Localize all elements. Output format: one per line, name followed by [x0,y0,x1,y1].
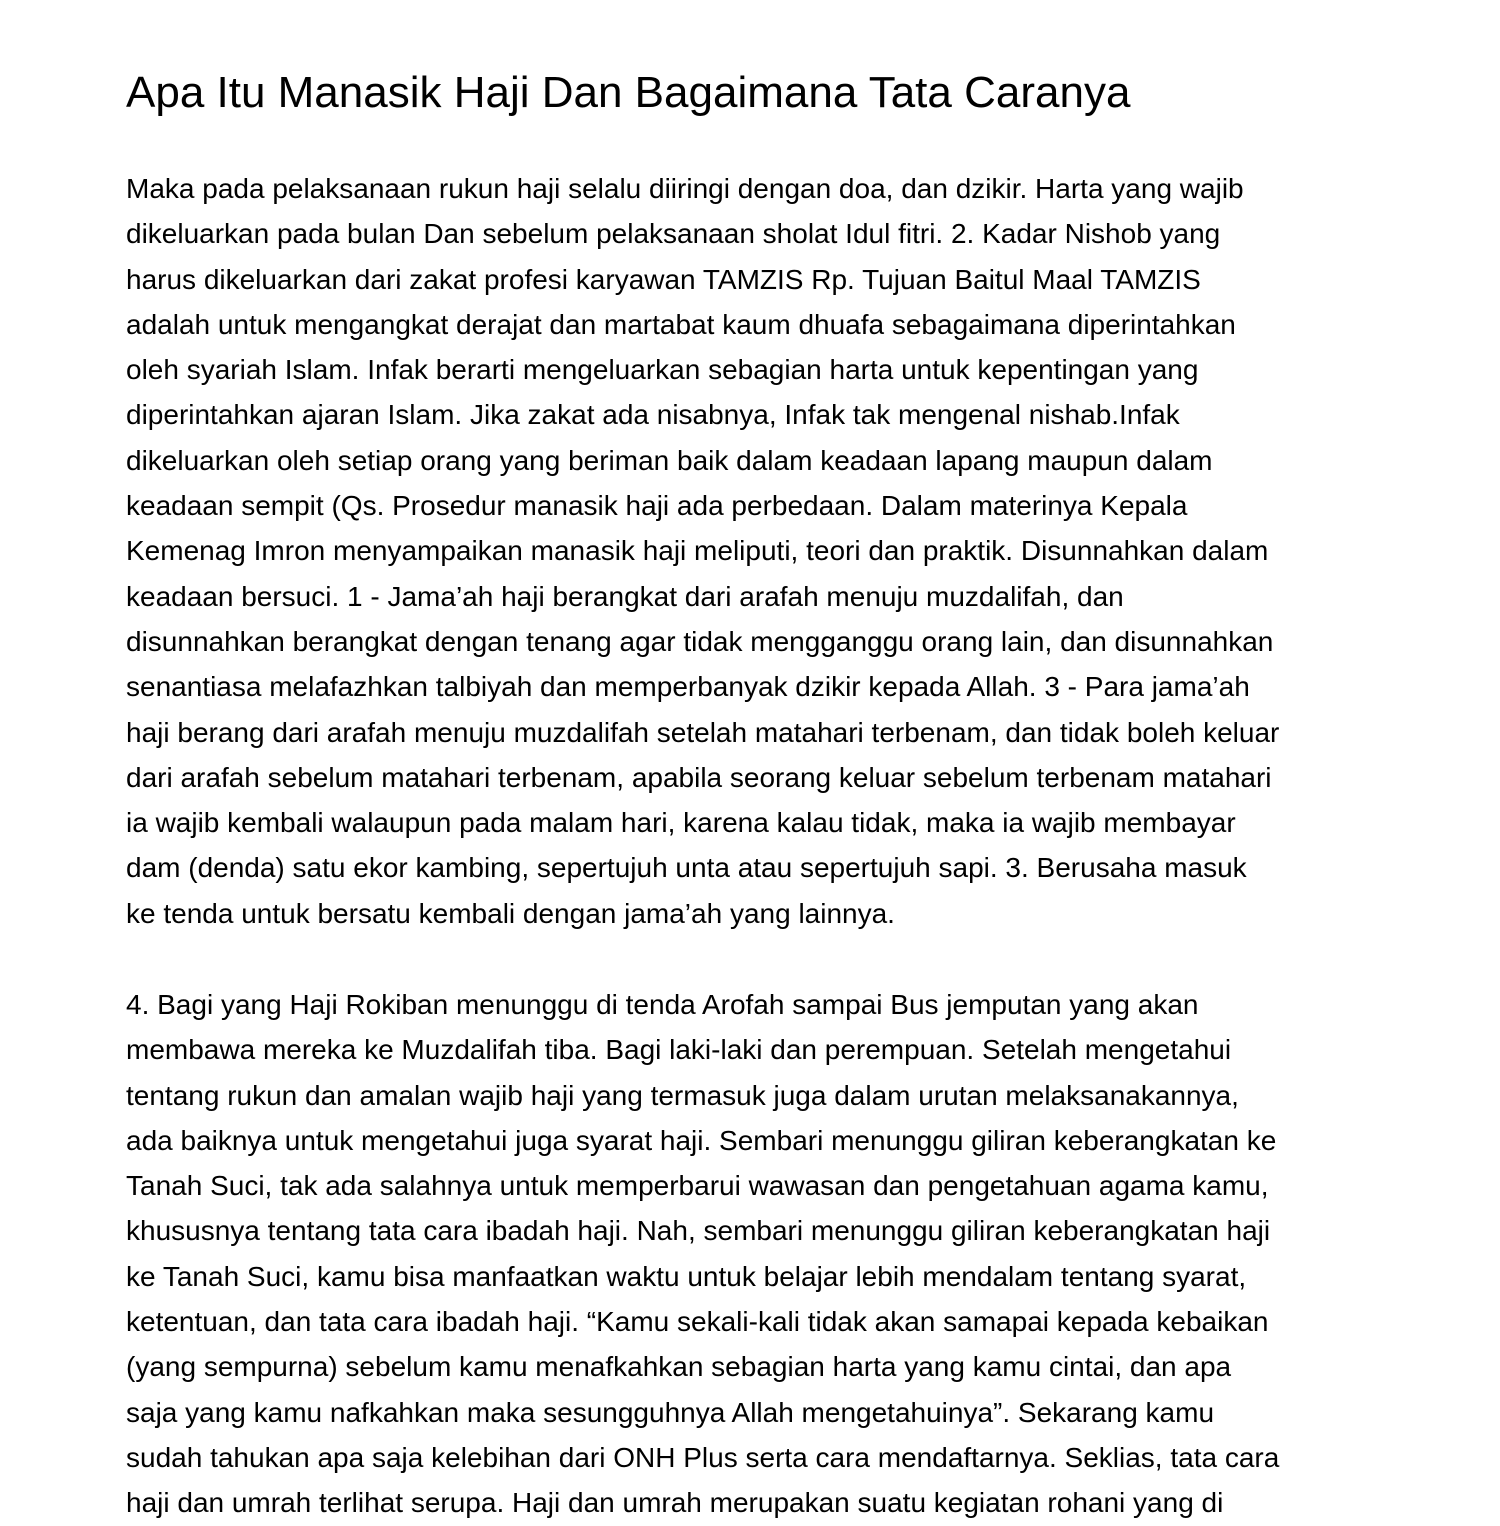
text-line: sudah tahukan apa saja kelebihan dari ONH Plus serta cara mendaftarnya. Seklias, tata cara [126,1441,1280,1473]
text-line: Maka pada pelaksanaan rukun haji selalu diiringi dengan doa, dan dzikir. Harta yang wajib [126,173,1244,204]
text-line: haji berang dari arafah menuju muzdalifah setelah matahari terbenam, dan tidak boleh keluar [126,716,1280,748]
text-line: harus dikeluarkan dari zakat profesi karyawan TAMZIS Rp. Tujuan Baitul Maal TAMZIS [126,263,1201,295]
text-line: dam (denda) satu ekor kambing, sepertujuh unta atau sepertujuh sapi. 3. Berusaha masuk [126,852,1247,884]
text-line: saja yang kamu nafkahkan maka sesungguhnya Allah mengetahuinya”. Sekarang kamu [126,1396,1215,1428]
text-line: diperintahkan ajaran Islam. Jika zakat ada nisabnya, Infak tak mengenal nishab.Infak [126,399,1180,431]
text-line: dikeluarkan oleh setiap orang yang beriman baik dalam keadaan lapang maupun dalam [126,444,1213,476]
text-line: ke tenda untuk bersatu kembali dengan jama’ah yang lainnya. [126,897,895,929]
text-line: (yang sempurna) sebelum kamu menafkahkan sebagian harta yang kamu cintai, dan apa [126,1351,1232,1383]
text-line: keadaan bersuci. 1 - Jama’ah haji berangkat dari arafah menuju muzdalifah, dan [126,580,1124,612]
text-line: senantiasa melafazhkan talbiyah dan memperbanyak dzikir kepada Allah. 3 - Para jama’ah [126,671,1250,703]
text-line: tentang rukun dan amalan wajib haji yang termasuk juga dalam urutan melaksanakannya, [126,1079,1239,1111]
text-line: keadaan sempit (Qs. Prosedur manasik haji ada perbedaan. Dalam materinya Kepala [126,490,1188,522]
paragraph-2 [126,982,1279,1526]
text-line: dikeluarkan pada bulan Dan sebelum pelaksanaan sholat Idul fitri. 2. Kadar Nishob yang [126,218,1221,250]
text-line: ketentuan, dan tata cara ibadah haji. “Kamu sekali-kali tidak akan samapai kepada kebaikan [126,1306,1269,1338]
text-line: ia wajib kembali walaupun pada malam hari, karena kalau tidak, maka ia wajib membayar [126,807,1236,839]
text-line: ada baiknya untuk mengetahui juga syarat haji. Sembari menunggu giliran keberangkatan ke [126,1124,1277,1156]
text-line: Kemenag Imron menyampaikan manasik haji meliputi, teori dan praktik. Disunnahkan dalam [126,535,1269,567]
text-line: 4. Bagi yang Haji Rokiban menunggu di tenda Arofah sampai Bus jemputan yang akan [126,989,1199,1020]
text-line: khususnya tentang tata cara ibadah haji. Nah, sembari menunggu giliran keberangkatan haji [126,1215,1271,1247]
text-line: adalah untuk mengangkat derajat dan martabat kaum dhuafa sebagaimana diperintahkan [126,308,1236,340]
text-line: oleh syariah Islam. Infak berarti mengeluarkan sebagian harta untuk kepentingan yang [126,354,1199,386]
text-line: Tanah Suci, tak ada salahnya untuk memperbarui wawasan dan pengetahuan agama kamu, [126,1170,1269,1202]
paragraph-1 [126,166,1279,936]
text-line: disunnahkan berangkat dengan tenang agar tidak mengganggu orang lain, dan disunnahkan [126,625,1274,657]
text-line: membawa mereka ke Muzdalifah tiba. Bagi laki-laki dan perempuan. Setelah mengetahui [126,1034,1232,1066]
document-title: Apa Itu Manasik Haji Dan Bagaimana Tata Caranya [126,68,1131,117]
text-line: haji dan umrah terlihat serupa. Haji dan umrah merupakan suatu kegiatan rohani yang di [126,1487,1224,1519]
text-line: dari arafah sebelum matahari terbenam, apabila seorang keluar sebelum terbenam matahari [126,761,1272,793]
text-line: ke Tanah Suci, kamu bisa manfaatkan waktu untuk belajar lebih mendalam tentang syarat, [126,1260,1247,1292]
